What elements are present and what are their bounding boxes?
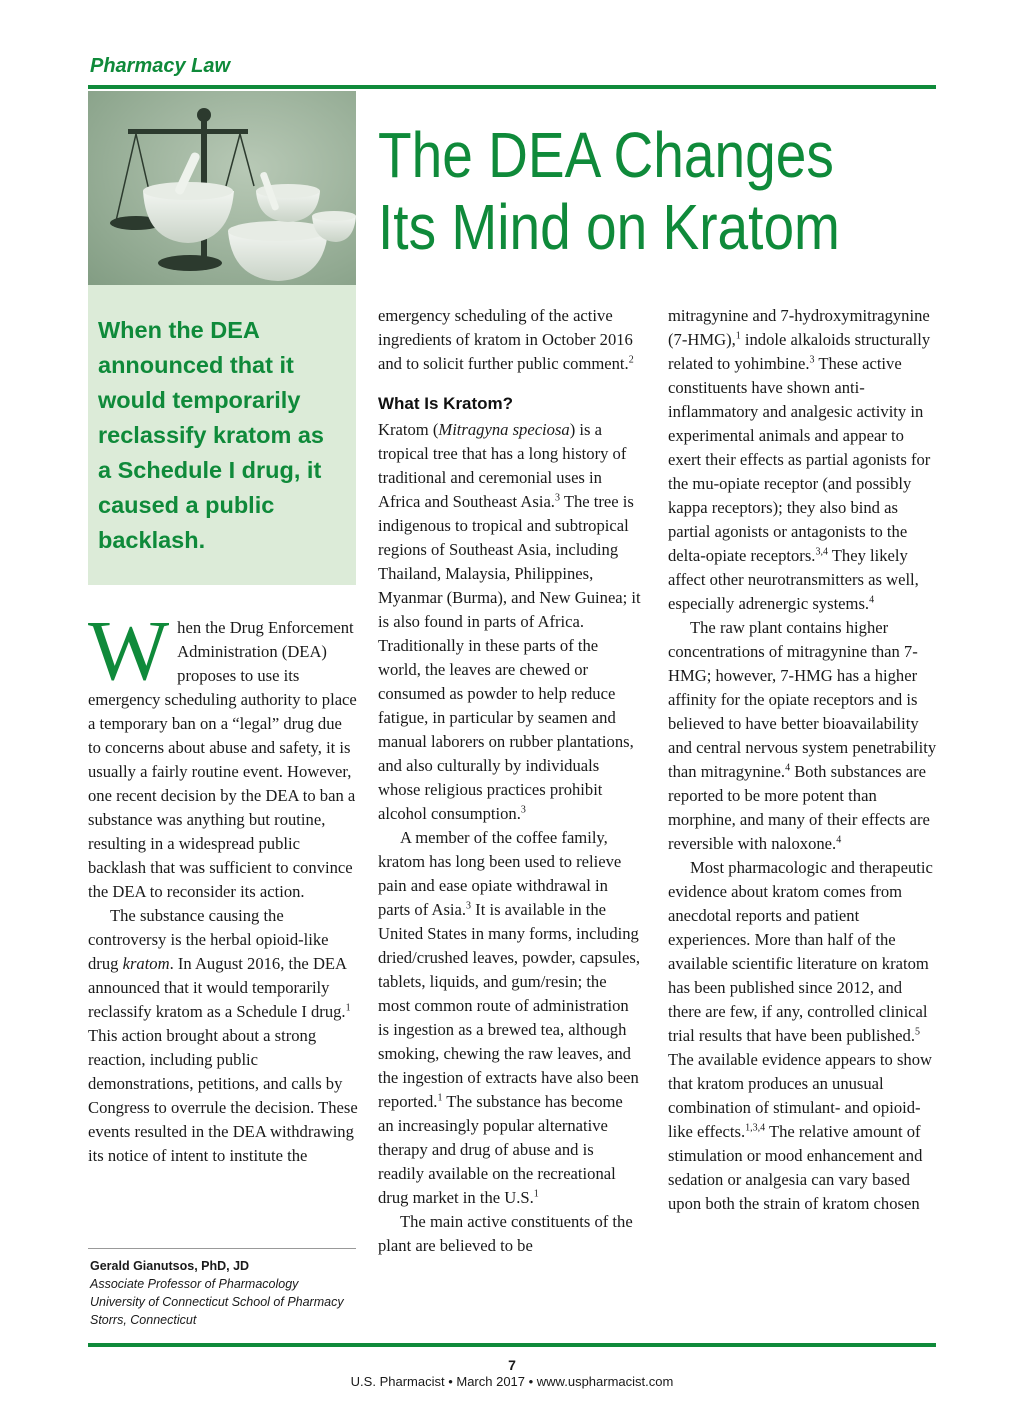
article-title <box>378 120 860 263</box>
text-run: This action brought about a strong reaction, including public demonstrations, petitions, and calls by Congress to overrule the decision. These events resulted in the DEA withdrawing its notice of intent to institute the <box>88 1026 358 1165</box>
article-column-1 <box>88 602 358 1168</box>
text-run: indole alkaloids structurally related to yohimbine. <box>668 330 931 373</box>
citation-ref: 4 <box>785 762 791 774</box>
text-run: The tree is indigenous to tropical and subtropical regions of Southeast Asia, including Thailand, Malaysia, Philippines, Myanmar (Burma), and New Guinea; it is also found in parts of Africa. Traditionally in these parts of the world, the leaves are chewed or consumed as powder to help reduce fatigue, in particular by seamen and manual laborers on rubber plantations, and also culturally by individuals whose religious practices prohibit alcohol consumption. <box>378 492 641 823</box>
paragraph: The main active constituents of the plant are believed to be <box>378 1212 633 1255</box>
citation-ref: 1 <box>533 1188 539 1200</box>
text-run: The raw plant contains higher concentrations of mitragynine than 7-HMG; however, 7-HMG has a higher affinity for the opiate receptors and is believed to have better bioavailability and central nervous system penetrability than mitragynine. <box>668 618 937 781</box>
text-run: . In August 2016, the DEA announced that it would temporarily reclassify kratom as a Schedule I drug. <box>88 954 347 1021</box>
paragraph <box>378 826 642 1210</box>
citation-ref: 4 <box>869 594 875 606</box>
author-location: Storrs, Connecticut <box>90 1313 197 1327</box>
citation-ref: 3 <box>466 900 472 912</box>
author-title: Associate Professor of Pharmacology <box>90 1277 299 1291</box>
citation-ref: 2 <box>628 354 634 366</box>
author-name: Gerald Gianutsos, PhD, JD <box>90 1259 250 1273</box>
author-affiliation: University of Connecticut School of Pharmacy <box>90 1295 344 1309</box>
text-run: It is available in the United States in many forms, including dried/crushed leaves, powder, capsules, tablets, liquids, and gum/resin; the most common route of administration is ingestion as a brewed tea, although smoking, chewing the raw leaves, and the ingestion of extracts have also been reported. <box>378 900 640 1111</box>
paragraph <box>378 304 642 376</box>
text-run: emergency scheduling of the active ingredients of kratom in October 2016 and to solicit further public comment. <box>378 306 633 373</box>
author-divider <box>88 1248 356 1249</box>
article-column-3 <box>668 304 938 1216</box>
italic-term: kratom <box>122 954 170 973</box>
hero-image <box>88 91 356 285</box>
text-run: ) is a tropical tree that has a long history of traditional and ceremonial uses in Africa and Southeast Asia. <box>378 420 627 511</box>
subheading: What Is Kratom? <box>378 394 514 413</box>
header-rule <box>88 85 936 89</box>
footer-text: U.S. Pharmacist • March 2017 • www.uspharmacist.com <box>350 1374 674 1389</box>
text-run: The substance causing the controversy is the herbal opioid-like drug <box>88 906 329 973</box>
page-number: 7 <box>508 1357 516 1373</box>
text-run: The relative amount of stimulation or mood enhancement and sedation or analgesia can vary based upon both the strain of kratom chosen <box>668 1122 923 1213</box>
citation-ref: 4 <box>836 834 842 846</box>
paragraph <box>88 904 358 1168</box>
text-run: Most pharmacologic and therapeutic evidence about kratom comes from anecdotal reports and patient experiences. More than half of the available scientific literature on kratom has been published since 2012, and there are few, if any, controlled clinical trial results that have been published. <box>668 858 933 1045</box>
text-run: Kratom ( <box>378 420 439 439</box>
text-run: mitragynine and 7-hydroxymitragynine (7-HMG), <box>668 306 930 349</box>
author-block <box>90 1257 360 1329</box>
paragraph <box>378 418 642 826</box>
article-column-2 <box>378 304 642 1258</box>
intro-text: hen the Drug Enforcement Administration (DEA) proposes to use its emergency scheduling authority to place a temporary ban on a “legal” drug due to concerns about abuse and safety, it is usually a fairly routine event. However, one recent decision by the DEA to ban a substance was anything but routine, resulting in a widespread public backlash that was sufficient to convince the DEA to reconsider its action. <box>88 618 357 901</box>
italic-term: Mitragyna speciosa <box>438 420 570 439</box>
text-run: These active constituents have shown anti-inflammatory and analgesic activity in experimental animals and appear to exert their effects as partial agonists for the mu-opiate receptor (and possibly kappa receptors); they also bind as partial agonists or antagonists to the delta-opiate receptors. <box>668 354 931 565</box>
paragraph <box>668 304 938 616</box>
scale-and-mortar-illustration <box>88 91 356 285</box>
citation-ref: 3 <box>809 354 815 366</box>
section-label: Pharmacy Law <box>90 55 231 77</box>
citation-ref: 1 <box>345 1002 351 1014</box>
citation-ref: 3 <box>554 492 560 504</box>
text-run: A member of the coffee family, kratom has long been used to relieve pain and ease opiate withdrawal in parts of Asia. <box>378 828 622 919</box>
text-run: Both substances are reported to be more potent than morphine, and many of their effects are reversible with naloxone. <box>668 762 930 853</box>
article-title-line2: Its Mind on Kratom <box>378 190 840 263</box>
pullquote-text: When the DEA announced that it would temporarily reclassify kratom as a Schedule I drug, it caused a public backlash. <box>98 317 325 553</box>
citation-ref: 3,4 <box>815 546 828 558</box>
paragraph <box>668 616 938 856</box>
article-title-line1: The DEA Changes <box>378 119 834 191</box>
citation-ref: 1,3,4 <box>745 1122 766 1134</box>
citation-ref: 1 <box>437 1092 443 1104</box>
intro-paragraph <box>88 602 358 904</box>
paragraph <box>668 856 938 1216</box>
pullquote-box <box>88 285 356 585</box>
text-run: They likely affect other neurotransmitters as well, especially adrenergic systems. <box>668 546 919 613</box>
text-run: The available evidence appears to show that kratom produces an unusual combination of stimulant- and opioid-like effects. <box>668 1050 933 1141</box>
footer-rule <box>88 1343 936 1347</box>
citation-ref: 3 <box>520 804 526 816</box>
citation-ref: 5 <box>915 1026 920 1038</box>
drop-cap: W <box>88 602 170 698</box>
text-run: The substance has become an increasingly popular alternative therapy and drug of abuse and is readily available on the recreational drug market in the U.S. <box>378 1092 623 1207</box>
citation-ref: 1 <box>735 330 741 342</box>
